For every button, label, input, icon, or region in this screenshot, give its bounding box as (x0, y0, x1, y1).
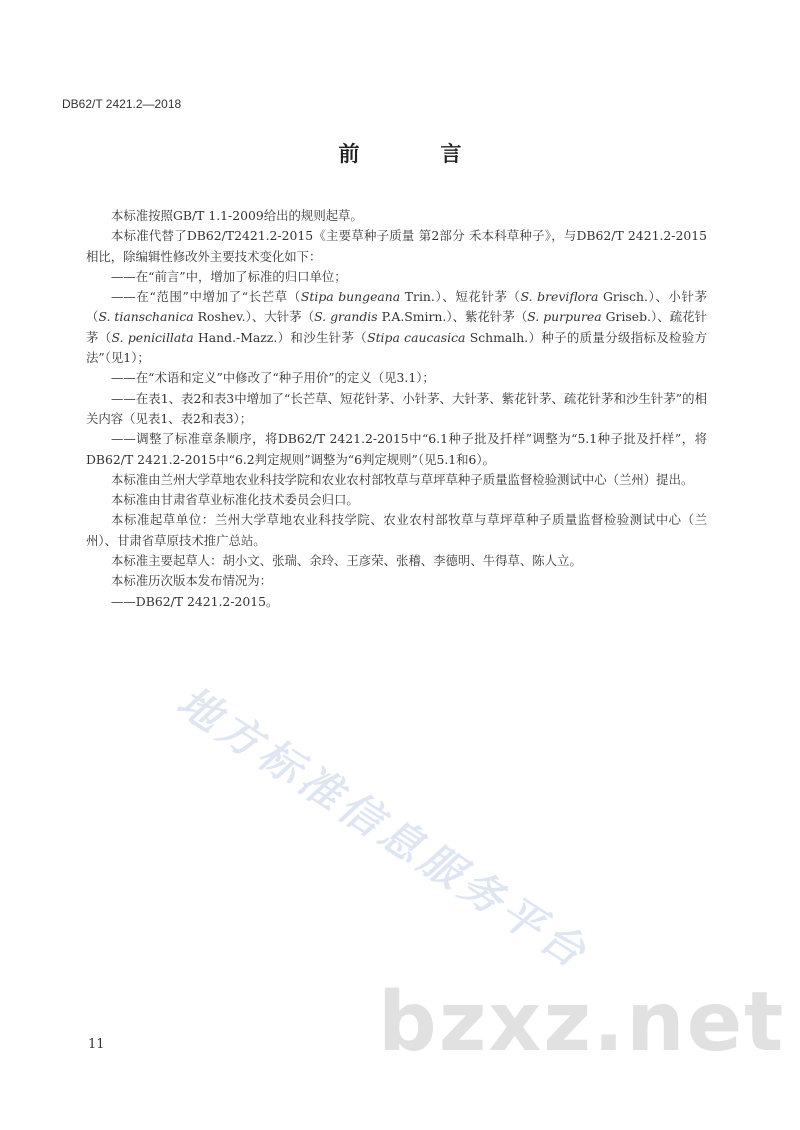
paragraph-text: 本标准按照GB/T 1.1-2009给出的规则起草。 (111, 208, 363, 223)
paragraph-text: 本标准由兰州大学草地农业科技学院和农业农村部牧草与草坪草种子质量监督检验测试中心（兰州）提出。 (111, 471, 694, 487)
species-name: S. penicillata (111, 329, 194, 345)
body-paragraph (86, 490, 707, 510)
paragraph-text: ——在表1、表2和表3中增加了“长芒草、短花针茅、小针茅、大针茅、紫花针茅、疏花针茅和沙生针茅”的相关内容（见表1、表2和表3）； (86, 390, 707, 426)
species-name: S. tianschanica (98, 309, 194, 325)
paragraph-text: Hand.-Mazz.）和沙生针茅（ (193, 329, 368, 345)
paragraph-text: ——调整了标准章条顺序，将DB62/T 2421.2-2015中“6.1种子批及扦样”调整为“5.1种子批及扦样”，将DB62/T 2421.2-2015中“6.2判定规则”调整为“6判定规则”（见5.1和6）。 (86, 431, 707, 467)
body-paragraph (86, 389, 707, 430)
document-code: DB62/T 2421.2—2018 (62, 97, 182, 111)
body-paragraph (86, 287, 707, 368)
body-paragraph (86, 267, 707, 287)
species-name: S. grandis (314, 309, 378, 325)
body-paragraph (86, 368, 707, 388)
paragraph-text: 本标准主要起草人：胡小文、张瑞、余玲、王彦荣、张稽、李德明、牛得草、陈人立。 (111, 553, 582, 569)
paragraph-text: 本标准代替了DB62/T2421.2-2015《主要草种子质量 第2部分 禾本科草种子》，与DB62/T 2421.2-2015相比，除编辑性修改外主要技术变化如下： (86, 228, 707, 264)
paragraph-text: 本标准起草单位：兰州大学草地农业科技学院、农业农村部牧草与草坪草种子质量监督检验测试中心（兰州）、甘肃省草原技术推广总站。 (86, 512, 707, 548)
species-name: S. purpurea (527, 309, 602, 325)
paragraph-text: Trin.）、短花针茅（ (400, 289, 521, 305)
body-paragraph (86, 206, 707, 226)
species-name: Stipa bungeana (300, 289, 401, 305)
paragraph-text: P.A.Smirn.）、紫花针茅（ (377, 309, 528, 325)
site-watermark: bzxz.net (378, 975, 786, 1070)
body-paragraph (86, 510, 707, 551)
species-name: Stipa caucasica (367, 329, 466, 345)
paragraph-text: Griseb.）、疏花针茅（ (86, 309, 708, 345)
page-title: 前 言 (338, 142, 492, 166)
paragraph-text: ——在“范围”中增加了“长芒草（ (111, 289, 301, 305)
paragraph-text: ——在“前言”中，增加了标准的归口单位； (111, 268, 347, 284)
paragraph-text: Grisch.）、小针茅（ (86, 289, 707, 325)
watermark-text: 地方标准信息服务平台 (168, 676, 599, 980)
body-paragraph (86, 470, 707, 490)
document-body (86, 206, 707, 612)
paragraph-text: ——在“术语和定义”中修改了“种子用价”的定义（见3.1）； (111, 370, 435, 386)
body-paragraph (86, 429, 707, 470)
species-name: S. breviflora (520, 289, 599, 305)
page-number: 11 (88, 1037, 105, 1052)
body-paragraph (86, 592, 707, 612)
paragraph-text: 本标准由甘肃省草业标准化技术委员会归口。 (111, 492, 359, 508)
paragraph-text: Roshev.）、大针茅（ (193, 309, 315, 325)
paragraph-text: ——DB62/T 2421.2-2015。 (111, 593, 279, 609)
body-paragraph (86, 226, 707, 267)
paragraph-text: Schmalh.）种子的质量分级指标及检验方法”（见1）； (86, 329, 707, 366)
body-paragraph (86, 571, 707, 591)
body-paragraph (86, 551, 707, 571)
paragraph-text: 本标准历次版本发布情况为： (111, 573, 273, 589)
